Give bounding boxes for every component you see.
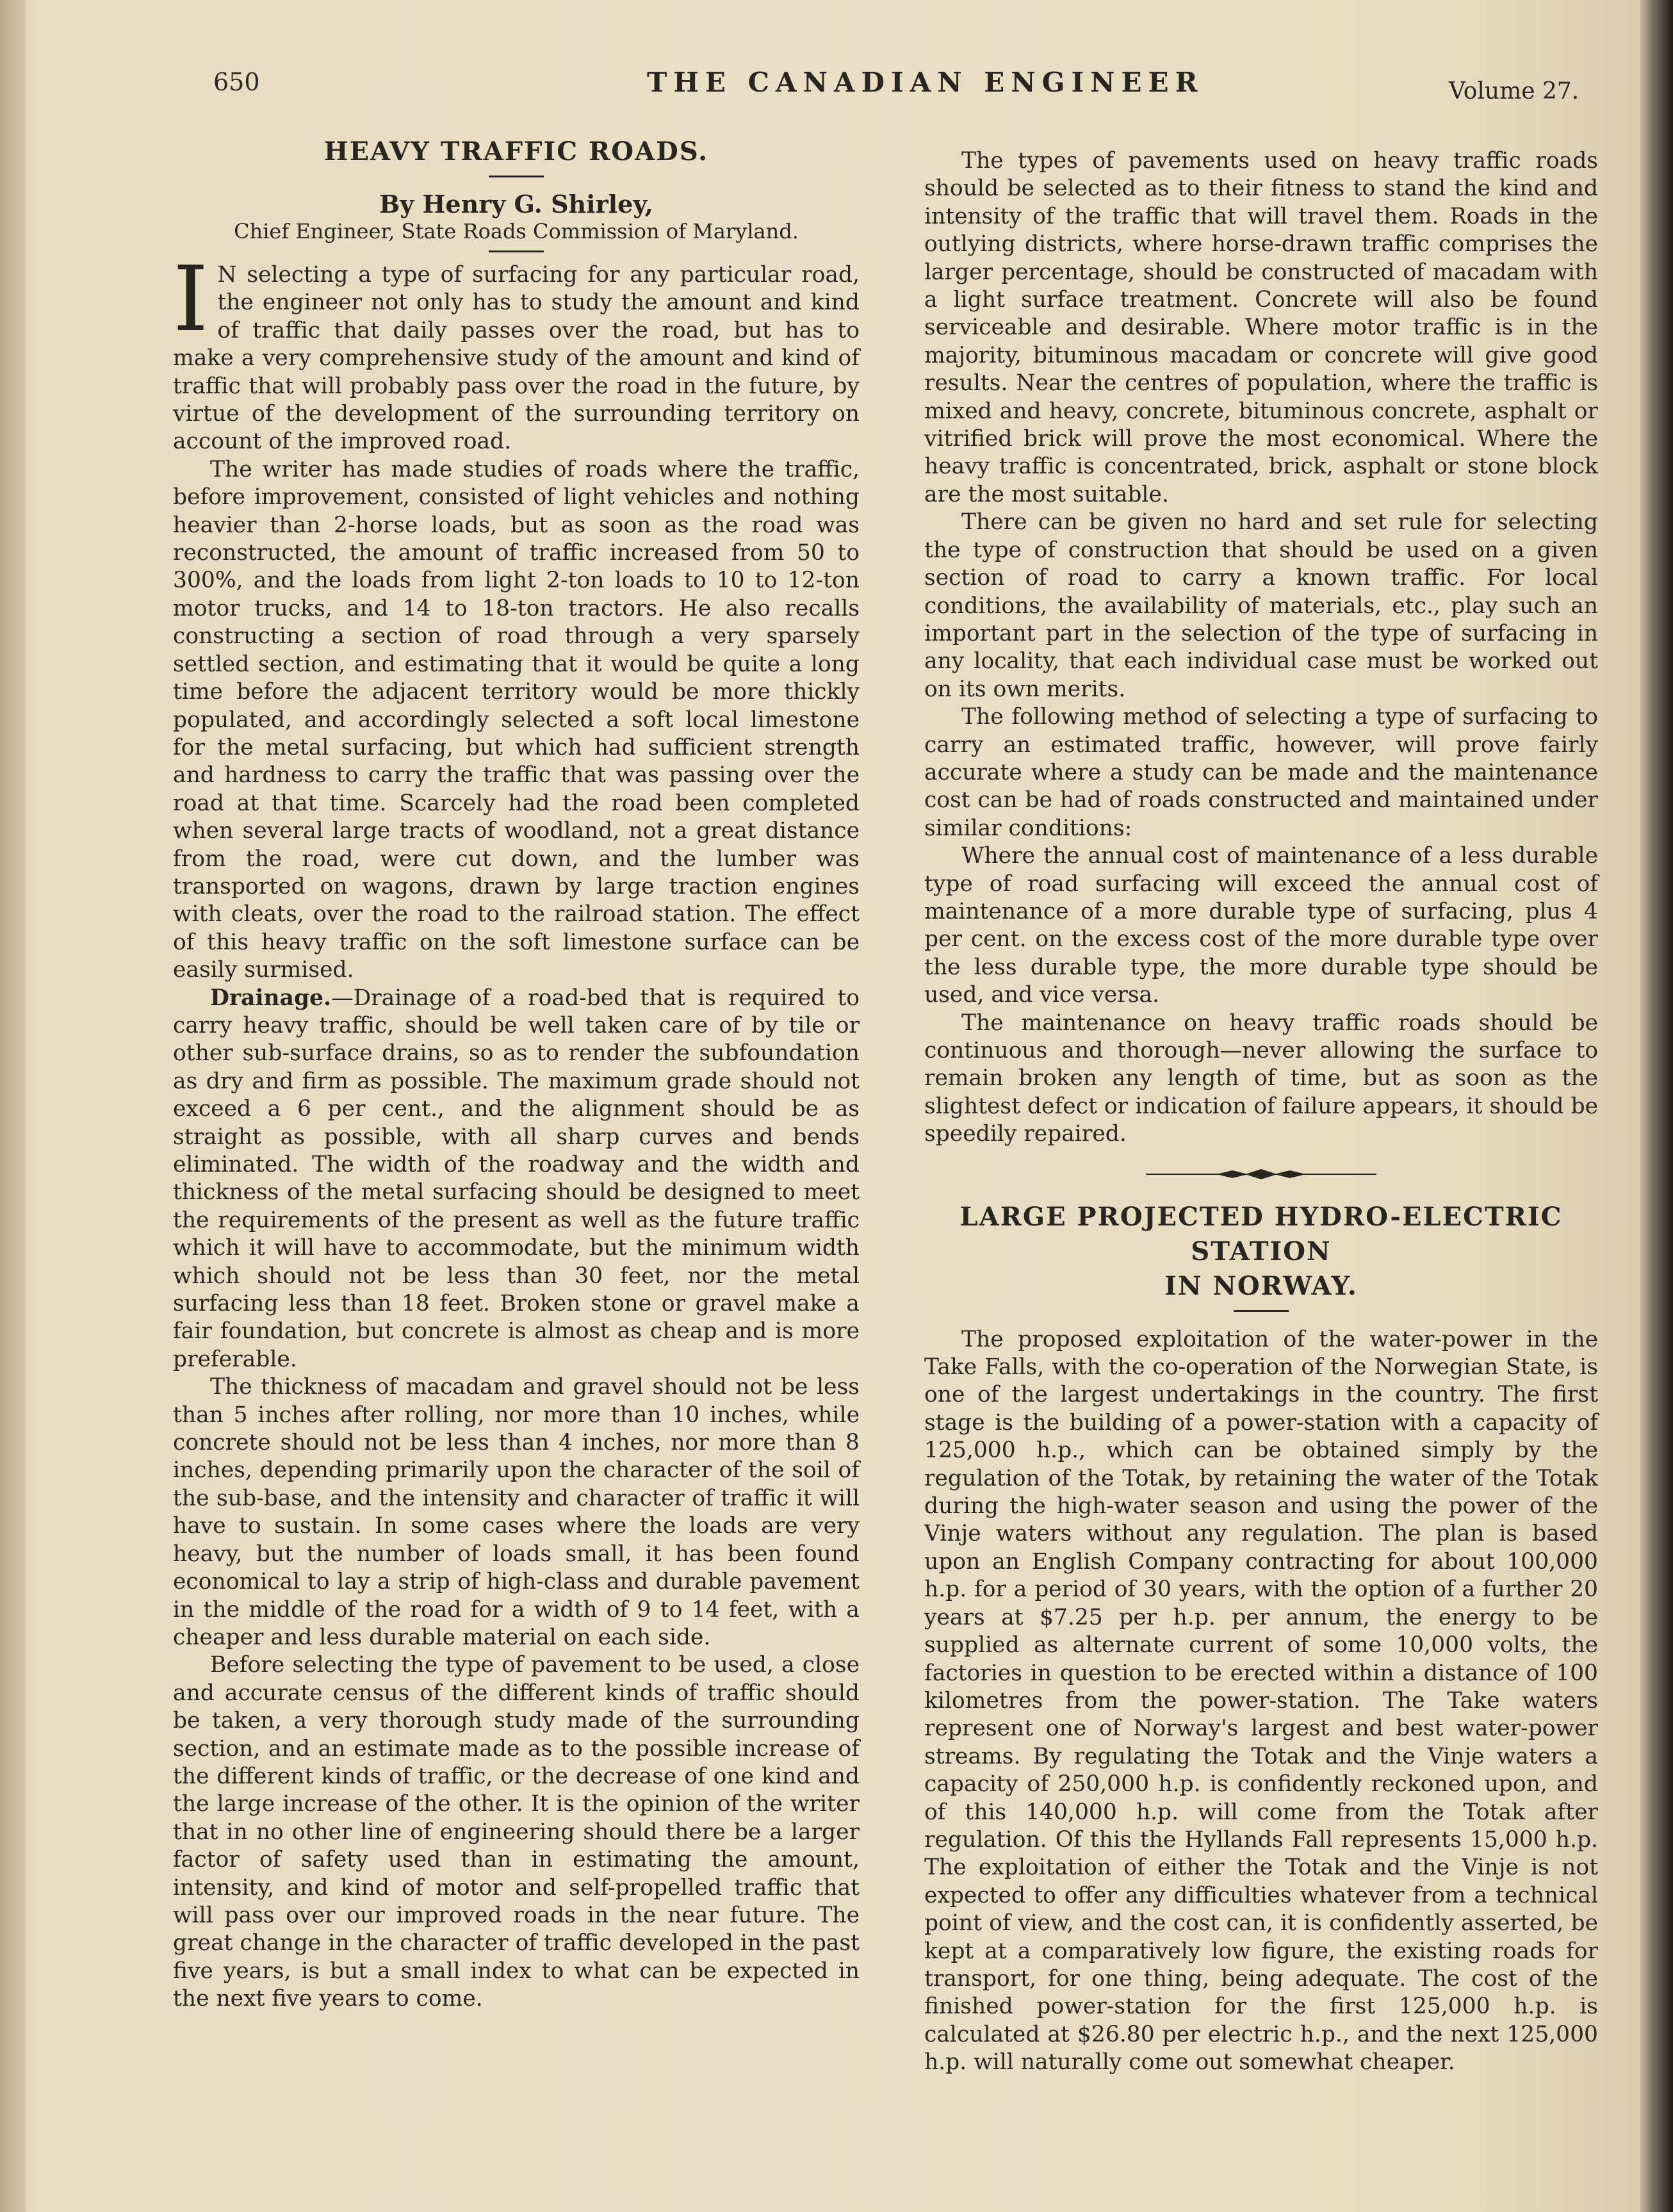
paragraph-intro-text: N selecting a type of surfacing for any particular road, the engineer not only has to study the amount and kind of traffic that daily passes over the road, but has to make a very comprehensive study of the amount and kind of traffic that will probably pass over the road in the future, by virtue of the development of the surrounding territory on account of the improved road. [173,262,860,455]
article-byline: By Henry G. Shirley, [379,190,653,218]
paragraph-traffic-studies: The writer has made studies of roads where the traffic, before improvement, consisted of light vehicles and nothing heavier than 2-horse loads, but as soon as the road was reconstructed, the amount of traffic increased from 50 to 300%, and the loads from light 2-ton loads to 10 to 12-ton motor trucks, and 14 to 18-ton tractors. He also recalls constructing a section of road through a very sparsely settled section, and estimating that it would be quite a long time before the adjacent territory would be more thickly populated, and accordingly selected a soft local limestone for the metal surfacing, but which had sufficient strength and hardness to carry the traffic that was passing over the road at that time. Scarcely had the road been completed when several large tracts of woodland, not a great distance from the road, were cut down, and the lumber was transported on wagons, drawn by large traction engines with cleats, over the road to the railroad station. The effect of this heavy traffic on the soft limestone surface can be easily surmised. [173,456,860,983]
paragraph-maintenance: The maintenance on heavy traffic roads should be continuous and thorough—never allowing the surface to remain broken any length of time, but as soon as the slightest defect or indication of failure appears, it should be speedily repaired. [924,1010,1598,1147]
article2-title-line2: IN NORWAY. [1164,1270,1358,1301]
paragraph-drainage [173,985,860,1374]
paragraph-thickness: The thickness of macadam and gravel should not be less than 5 inches after rolling, nor more than 10 inches, while concrete should not be less than 4 inches, nor more than 8 inches, depending primarily upon the character of the soil of the sub-base, and the intensity and character of traffic it will have to sustain. In some cases where the loads are very heavy, but the number of loads small, it has been found economical to lay a strip of high-class and durable pavement in the middle of the road for a width of 9 to 14 feet, with a cheaper and less durable material on each side. [173,1374,860,1650]
byline-rule [489,250,544,252]
title-rule [489,176,544,177]
author-affiliation: Chief Engineer, State Roads Commission of Maryland. [234,219,799,243]
article2-title-rule [1234,1310,1289,1312]
page-number: 650 [213,68,260,96]
drop-cap: I [173,247,209,352]
right-column [924,147,1598,2077]
drainage-text: —Drainage of a road-bed that is required to carry heavy traffic, should be well taken care of by tile or other sub-surface drains, so as to render the subfoundation as dry and firm as possible. The maximum grade should not exceed a 6 per cent., and the alignment should be as straight as possible, with all sharp curves and bends eliminated. The width of the roadway and the width and thickness of the metal surfacing should be designed to meet the requirements of the present as well as the future traffic which it will have to accommodate, but the minimum width which should not be less than 30 feet, nor the metal surfacing less than 18 feet. Broken stone or gravel make a fair foundation, but concrete is almost as cheap and is more preferable. [173,985,860,1372]
paragraph-no-hard-rule: There can be given no hard and set rule for selecting the type of construction that should be used on a given section of road to carry a known traffic. For local conditions, the availability of materials, etc., play such an important part in the selection of the type of surfacing in any locality, that each individual case must be worked out on its own merits. [924,509,1598,702]
drainage-heading: Drainage. [210,985,332,1011]
paragraph-maintenance-cost: Where the annual cost of maintenance of a less durable type of road surfacing will exceed the annual cost of maintenance of a more durable type of surfacing, plus 4 per cent. on the excess cost of the more durable type over the less durable type, the more durable type should be used, and vice versa. [924,843,1598,1008]
paragraph-method: The following method of selecting a type of surfacing to carry an estimated traffic, however, will prove fairly accurate where a study can be made and the maintenance cost can be had of roads constructed and maintained under similar conditions: [924,704,1598,841]
page-binding-shadow [0,0,26,2212]
article2-title-line1: LARGE PROJECTED HYDRO-ELECTRIC STATION [959,1201,1563,1266]
left-column [173,135,860,2013]
volume-label: Volume 27. [1449,78,1579,104]
ornament-divider-icon [1146,1167,1376,1182]
paragraph-census: Before selecting the type of pavement to be used, a close and accurate census of the different kinds of traffic should be taken, a very thorough study made of the surrounding section, and an estimate made as to the possible increase of the different kinds of traffic, or the decrease of one kind and the large increase of the other. It is the opinion of the writer that in no other line of engineering should there be a larger factor of safety used than in estimating the amount, intensity, and kind of motor and self-propelled traffic that will pass over our improved roads in the near future. The great change in the character of traffic developed in the past five years, is but a small index to what can be expected in the next five years to come. [173,1652,860,2012]
running-header [0,64,1649,109]
article-title: HEAVY TRAFFIC ROADS. [323,136,709,167]
journal-title: THE CANADIAN ENGINEER [647,67,1204,98]
paragraph-pavement-types: The types of pavements used on heavy traffic roads should be selected as to their fitness to stand the kind and intensity of the traffic that will travel them. Roads in the outlying districts, where horse-drawn traffic comprises the larger percentage, should be constructed of macadam with a light surface treatment. Concrete will also be found serviceable and desirable. Where motor traffic is in the majority, bituminous macadam or concrete will give good results. Near the centres of population, where the traffic is mixed and heavy, concrete, bituminous concrete, asphalt or vitrified brick will prove the most economical. Where the heavy traffic is concentrated, brick, asphalt or stone block are the most suitable. [924,148,1598,507]
paragraph-hydro-station: The proposed exploitation of the water-power in the Take Falls, with the co-operation of the Norwegian State, is one of the largest undertakings in the country. The first stage is the building of a power-station with a capacity of 125,000 h.p., which can be obtained simply by the regulation of the Totak, by retaining the water of the Totak during the high-water season and using the power of the Vinje waters without any regulation. The plan is based upon an English Company contracting for about 100,000 h.p. for a period of 30 years, with the option of a further 20 years at $7.25 per h.p. per annum, the energy to be supplied as alternate current of some 10,000 volts, the factories in question to be erected within a distance of 100 kilometres from the power-station. The Take waters represent one of Norway's largest and best water-power streams. By regulating the Totak and the Vinje waters a capacity of 250,000 h.p. is confidently reckoned upon, and of this 140,000 h.p. will come from the Totak after regulation. Of this the Hyllands Fall represents 15,000 h.p. The exploitation of either the Totak and the Vinje is not expected to offer any difficulties whatever from a technical point of view, and the cost can, it is confidently asserted, be kept at a comparatively low figure, the existing roads for transport, for one thing, being adequate. The cost of the finished power-station for the first 125,000 h.p. is calculated at $26.80 per electric h.p., and the next 125,000 h.p. will naturally come out somewhat cheaper. [924,1326,1598,2076]
page-edge-shadow [1640,0,1673,2212]
paragraph-intro [173,247,860,456]
